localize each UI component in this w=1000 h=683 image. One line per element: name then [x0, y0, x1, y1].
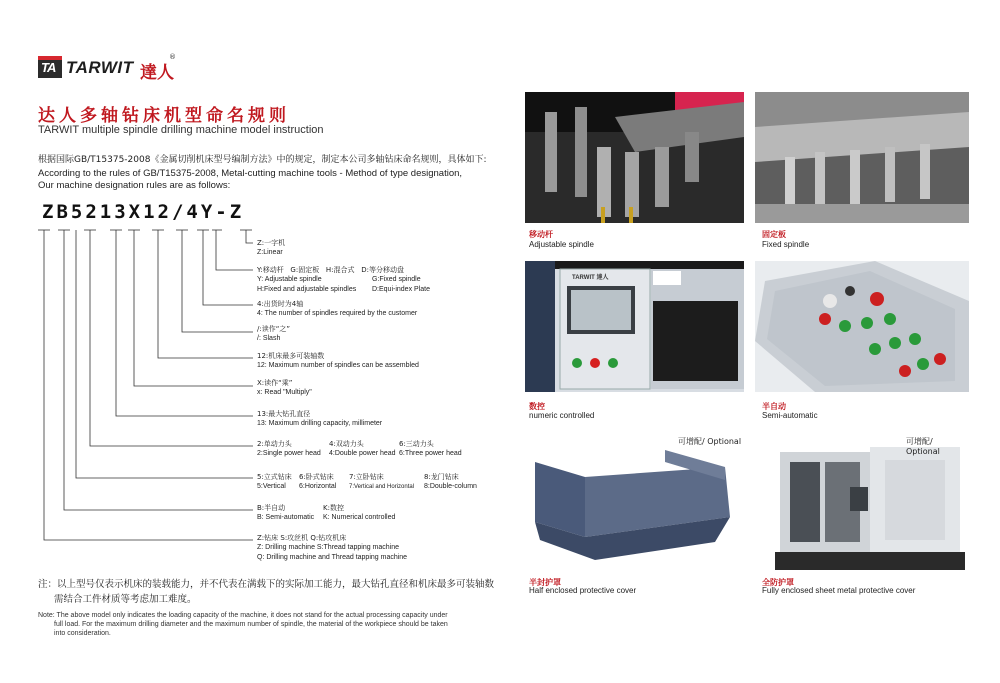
adjustable-spindle-illustration — [525, 92, 744, 223]
label-y — [257, 265, 497, 295]
label-head-cn-2: 4:双动力头 — [329, 440, 364, 448]
label-b-en-2: K: Numerical controlled — [323, 514, 396, 521]
intro-cn: 根据国际GB/T15375-2008《金属切削机床型号编制方法》中的规定，制定本公司多轴钻床命名规则，具体如下: — [38, 155, 487, 165]
label-five-cn-1: 5:立式钻床 — [257, 473, 292, 481]
optional-tag-half-cover: 可增配/ Optional — [678, 437, 742, 446]
label-z-prefix-en-2: Q: Drilling machine and Thread tapping machine — [257, 554, 408, 561]
photo-numeric-controlled — [525, 261, 744, 392]
numeric-control-panel-illustration — [525, 261, 744, 392]
label-head-cn-1: 2:单动力头 — [257, 440, 292, 448]
label-b-cn-2: K:数控 — [323, 504, 344, 512]
caption-fixed-spindle-cn: 固定板 — [762, 230, 786, 239]
caption-numeric-controlled-en: numeric controlled — [529, 411, 595, 420]
label-y-cn-2: G:固定板 — [290, 266, 320, 274]
model-code: ZB5213X12/4Y-Z — [42, 201, 245, 223]
caption-semi-automatic-cn: 半自动 — [762, 402, 786, 411]
optional-tag-full-cover: 可增配/ Optional — [906, 437, 940, 456]
label-five-en-3: 7:Vertical and Horizontal — [349, 484, 415, 490]
label-four-cn: 4:出货时为4轴 — [257, 300, 304, 308]
label-x-en: x: Read "Multiply" — [257, 389, 312, 396]
label-thirteen-cn: 13:最大钻孔直径 — [257, 410, 311, 418]
label-four-en: 4: The number of spindles required by the customer — [257, 310, 418, 317]
brand-name: TARWIT — [66, 58, 134, 77]
caption-half-cover-en: Half enclosed protective cover — [529, 586, 637, 595]
brand-name-cn: 達人 — [140, 63, 174, 83]
label-z-suffix-cn: Z:一字机 — [257, 239, 286, 247]
intro-en-1: According to the rules of GB/T15375-2008, Metal-cutting machine tools - Method of type designation, — [38, 168, 463, 179]
registered-mark: ® — [169, 53, 176, 61]
page-title-en: TARWIT multiple spindle drilling machine model instruction — [38, 124, 324, 136]
photo-half-enclosed-cover — [525, 432, 744, 570]
label-slash-cn: /:读作“之” — [257, 325, 290, 333]
caption-half-cover-cn: 半封护罩 — [529, 578, 561, 587]
page-title-cn: 达人多轴钻床机型命名规则 — [38, 106, 290, 126]
label-y-cn-3: H:混合式 — [325, 266, 355, 274]
photo-semi-automatic — [755, 261, 969, 392]
label-twelve-cn: 12:机床最多可装轴数 — [257, 352, 325, 360]
caption-semi-automatic-en: Semi-automatic — [762, 411, 818, 420]
label-x-cn: X:读作“乘” — [257, 379, 293, 387]
label-y-en-2: G:Fixed spindle — [372, 276, 421, 283]
label-head-en-1: 2:Single power head — [257, 450, 321, 457]
label-head-en-2: 4:Double power head — [329, 450, 396, 457]
label-slash — [257, 324, 290, 344]
note-block — [38, 577, 508, 638]
note-en-2: full load. For the maximum drilling diameter and the maximum number of spindle, the material of the workpiece should be taken — [54, 621, 448, 628]
label-z-suffix — [257, 238, 285, 258]
semi-automatic-panel-illustration — [755, 261, 969, 392]
label-b-cn-1: B:半自动 — [257, 504, 286, 512]
photo-fully-enclosed-cover — [755, 432, 969, 570]
half-cover-illustration — [525, 432, 744, 570]
label-x — [257, 378, 312, 398]
caption-adjustable-spindle-en: Adjustable spindle — [529, 240, 594, 249]
label-five-cn-4: 8:龙门钻床 — [424, 473, 459, 481]
photo-fixed-spindle — [755, 92, 969, 223]
caption-full-cover-en: Fully enclosed sheet metal protective cover — [762, 586, 916, 595]
label-z-prefix-en-1: Z: Drilling machine S:Thread tapping machine — [257, 544, 400, 551]
panel-brand-label: TARWIT 達人 — [572, 275, 609, 281]
label-five-en-2: 6:Horizontal — [299, 483, 337, 490]
intro-en-2: Our machine designation rules are as follows: — [38, 180, 231, 191]
label-y-en-4: D:Equi-index Plate — [372, 286, 430, 293]
label-five-en-4: 8:Double-column — [424, 483, 477, 490]
label-twelve — [257, 351, 419, 371]
label-five-cn-2: 6:卧式钻床 — [299, 473, 334, 481]
label-head-en-3: 6:Three power head — [399, 450, 462, 457]
label-thirteen-en: 13: Maximum drilling capacity, millimeter — [257, 420, 383, 427]
label-thirteen — [257, 409, 382, 429]
note-cn-2: 需结合工件材质等考虑加工难度。 — [54, 594, 197, 605]
caption-fixed-spindle-en: Fixed spindle — [762, 240, 810, 249]
label-y-cn-1: Y:移动杆 — [257, 266, 284, 274]
label-power-head — [257, 439, 497, 461]
label-head-cn-3: 6:三动力头 — [399, 440, 434, 448]
note-cn-1: 注：以上型号仅表示机床的装载能力，并不代表在满载下的实际加工能力，最大钻孔直径和机床最多可装轴数 — [38, 579, 495, 590]
fixed-spindle-illustration — [755, 92, 969, 223]
label-five-en-1: 5:Vertical — [257, 483, 286, 490]
photo-adjustable-spindle — [525, 92, 744, 223]
caption-adjustable-spindle-cn: 移动杆 — [529, 230, 553, 239]
label-four — [257, 299, 417, 319]
caption-full-cover-cn: 全防护罩 — [762, 578, 794, 587]
label-z-suffix-en: Z:Linear — [257, 249, 283, 256]
logo-mark-text: TA — [41, 60, 56, 75]
label-z-prefix — [257, 533, 407, 563]
label-z-prefix-cn: Z:钻床 S:攻丝机 Q:钻攻机床 — [257, 534, 347, 542]
label-slash-en: /: Slash — [257, 335, 281, 342]
label-b-en-1: B: Semi-automatic — [257, 514, 315, 521]
note-en-3: into consideration. — [54, 630, 111, 637]
label-twelve-en: 12: Maximum number of spindles can be assembled — [257, 362, 419, 369]
label-y-en-3: H:Fixed and adjustable spindles — [257, 286, 357, 293]
label-y-en-1: Y: Adjustable spindle — [257, 276, 322, 283]
caption-numeric-controlled-cn: 数控 — [529, 402, 545, 411]
label-machine-type — [257, 472, 497, 494]
note-en-1: Note: The above model only indicates the loading capacity of the machine, it does not stand for the actual processing capacity under — [38, 612, 448, 619]
label-five-cn-3: 7:立卧钻床 — [349, 473, 384, 481]
label-control — [257, 503, 457, 525]
label-y-cn-4: D:等分移动盘 — [361, 266, 404, 274]
